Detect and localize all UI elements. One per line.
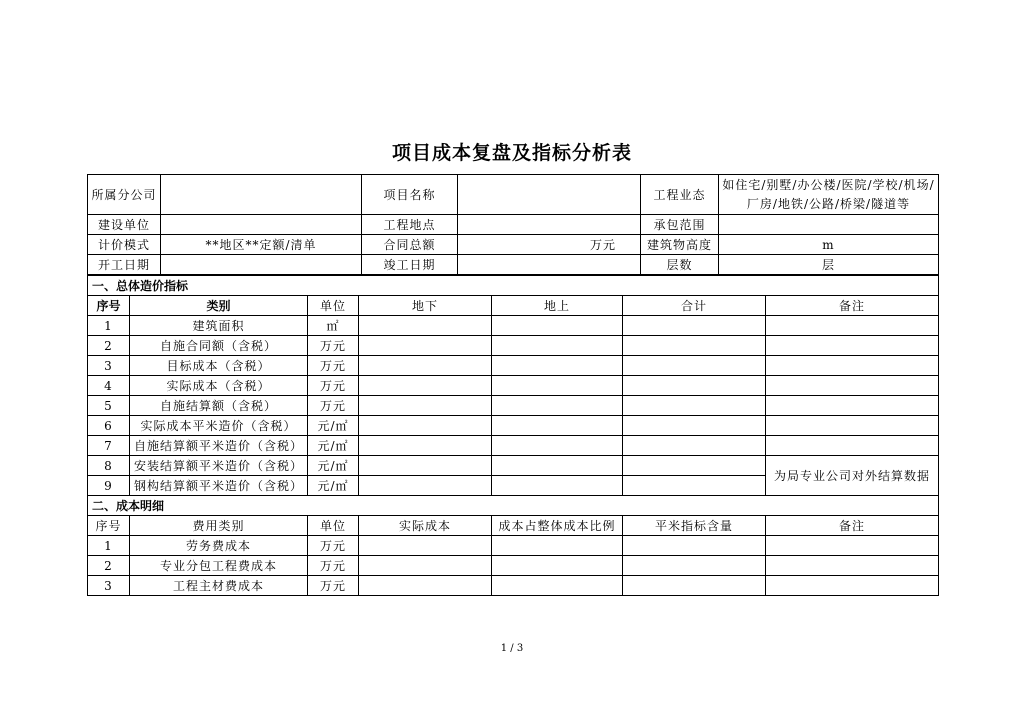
info-label: 层数	[641, 255, 719, 275]
cell-underground	[359, 356, 492, 376]
cell-aboveground	[492, 416, 623, 436]
cell-total	[623, 316, 766, 336]
row-category: 自施合同额（含税）	[130, 336, 308, 356]
cell-note	[766, 316, 939, 336]
cell-aboveground	[492, 376, 623, 396]
info-label: 开工日期	[88, 255, 161, 275]
column-header: 费用类别	[130, 516, 308, 536]
info-value: m	[719, 235, 939, 255]
row-category: 实际成本（含税）	[130, 376, 308, 396]
row-category: 专业分包工程费成本	[130, 556, 308, 576]
cell-total	[623, 336, 766, 356]
row-unit: 万元	[308, 576, 359, 596]
cell-total	[623, 396, 766, 416]
info-label: 竣工日期	[362, 255, 458, 275]
row-unit: ㎡	[308, 316, 359, 336]
cell-underground	[359, 336, 492, 356]
row-number: 2	[88, 556, 130, 576]
row-number: 1	[88, 536, 130, 556]
column-header: 地上	[492, 296, 623, 316]
column-header: 类别	[130, 296, 308, 316]
document-title: 项目成本复盘及指标分析表	[391, 142, 632, 164]
merged-note: 为局专业公司对外结算数据	[766, 456, 939, 496]
cell-aboveground	[492, 456, 623, 476]
cell-underground	[359, 456, 492, 476]
info-label: 工程地点	[362, 215, 458, 235]
table-row	[88, 356, 939, 376]
cell-total	[623, 476, 766, 496]
row-number: 6	[88, 416, 130, 436]
row-category: 建筑面积	[130, 316, 308, 336]
row-category: 工程主材费成本	[130, 576, 308, 596]
cell-total	[623, 436, 766, 456]
cell-aboveground	[492, 356, 623, 376]
row-unit: 元/㎡	[308, 456, 359, 476]
cell-actual-cost	[359, 576, 492, 596]
section-heading-row	[88, 496, 939, 516]
cell-aboveground	[492, 336, 623, 356]
cell-note	[766, 396, 939, 416]
cell-underground	[359, 396, 492, 416]
table-row	[88, 576, 939, 596]
cell-underground	[359, 316, 492, 336]
row-number: 4	[88, 376, 130, 396]
row-unit: 万元	[308, 336, 359, 356]
table-header-row	[88, 296, 939, 316]
cell-actual-cost	[359, 556, 492, 576]
info-value	[161, 175, 362, 215]
cell-note	[766, 336, 939, 356]
row-category: 钢构结算额平米造价（含税）	[130, 476, 308, 496]
row-unit: 元/㎡	[308, 416, 359, 436]
row-category: 实际成本平米造价（含税）	[130, 416, 308, 436]
cell-note	[766, 416, 939, 436]
cell-ratio	[492, 536, 623, 556]
table-row	[88, 456, 939, 476]
section-title: 一、总体造价指标	[88, 276, 939, 296]
table-row	[88, 396, 939, 416]
table-row	[88, 336, 939, 356]
column-header: 备注	[766, 516, 939, 536]
info-label: 合同总额	[362, 235, 458, 255]
info-value	[161, 255, 362, 275]
row-number: 2	[88, 336, 130, 356]
column-header: 备注	[766, 296, 939, 316]
row-number: 3	[88, 576, 130, 596]
table-row	[88, 556, 939, 576]
cell-note	[766, 536, 939, 556]
info-label: 建设单位	[88, 215, 161, 235]
section-title: 二、成本明细	[88, 496, 939, 516]
table-header-row	[88, 516, 939, 536]
cell-total	[623, 416, 766, 436]
row-unit: 万元	[308, 376, 359, 396]
info-value	[458, 215, 641, 235]
info-label: 计价模式	[88, 235, 161, 255]
info-label: 项目名称	[362, 175, 458, 215]
cell-underground	[359, 376, 492, 396]
cell-note	[766, 356, 939, 376]
info-label: 工程业态	[641, 175, 719, 215]
cell-total	[623, 376, 766, 396]
row-number: 3	[88, 356, 130, 376]
info-value: 万元	[458, 235, 641, 255]
info-value: **地区**定额/清单	[161, 235, 362, 255]
cell-underground	[359, 476, 492, 496]
cell-total	[623, 356, 766, 376]
cell-total	[623, 456, 766, 476]
info-value: 如住宅/别墅/办公楼/医院/学校/机场/厂房/地铁/公路/桥梁/隧道等	[719, 175, 939, 215]
section-heading-row	[88, 276, 939, 296]
column-header: 单位	[308, 296, 359, 316]
cell-underground	[359, 436, 492, 456]
cell-note	[766, 376, 939, 396]
row-unit: 万元	[308, 556, 359, 576]
row-category: 自施结算额（含税）	[130, 396, 308, 416]
table-row	[88, 376, 939, 396]
column-header: 单位	[308, 516, 359, 536]
row-unit: 万元	[308, 396, 359, 416]
row-number: 1	[88, 316, 130, 336]
table-row	[88, 536, 939, 556]
row-category: 自施结算额平米造价（含税）	[130, 436, 308, 456]
row-unit: 万元	[308, 536, 359, 556]
column-header: 地下	[359, 296, 492, 316]
column-header: 平米指标含量	[623, 516, 766, 536]
cell-sqm-index	[623, 536, 766, 556]
row-category: 安装结算额平米造价（含税）	[130, 456, 308, 476]
cell-note	[766, 576, 939, 596]
row-category: 目标成本（含税）	[130, 356, 308, 376]
info-label: 所属分公司	[88, 175, 161, 215]
row-number: 8	[88, 456, 130, 476]
row-number: 7	[88, 436, 130, 456]
info-value	[458, 175, 641, 215]
page-number: 1 / 3	[500, 643, 524, 654]
row-unit: 元/㎡	[308, 476, 359, 496]
column-header: 成本占整体成本比例	[492, 516, 623, 536]
cost-index-table	[87, 275, 939, 596]
cell-actual-cost	[359, 536, 492, 556]
table-row	[88, 436, 939, 456]
column-header: 序号	[88, 516, 130, 536]
row-unit: 万元	[308, 356, 359, 376]
cell-ratio	[492, 576, 623, 596]
column-header: 序号	[88, 296, 130, 316]
info-value	[719, 215, 939, 235]
table-row	[88, 416, 939, 436]
column-header: 合计	[623, 296, 766, 316]
row-unit: 元/㎡	[308, 436, 359, 456]
row-number: 9	[88, 476, 130, 496]
cell-aboveground	[492, 316, 623, 336]
cell-note	[766, 436, 939, 456]
info-label: 建筑物高度	[641, 235, 719, 255]
info-label: 承包范围	[641, 215, 719, 235]
project-info-table	[87, 174, 939, 275]
table-row	[88, 316, 939, 336]
info-value	[458, 255, 641, 275]
cell-sqm-index	[623, 576, 766, 596]
cell-ratio	[492, 556, 623, 576]
cell-aboveground	[492, 396, 623, 416]
info-value: 层	[719, 255, 939, 275]
row-category: 劳务费成本	[130, 536, 308, 556]
column-header: 实际成本	[359, 516, 492, 536]
cell-underground	[359, 416, 492, 436]
cell-aboveground	[492, 436, 623, 456]
cell-note	[766, 556, 939, 576]
row-number: 5	[88, 396, 130, 416]
cell-aboveground	[492, 476, 623, 496]
cell-sqm-index	[623, 556, 766, 576]
info-value	[161, 215, 362, 235]
